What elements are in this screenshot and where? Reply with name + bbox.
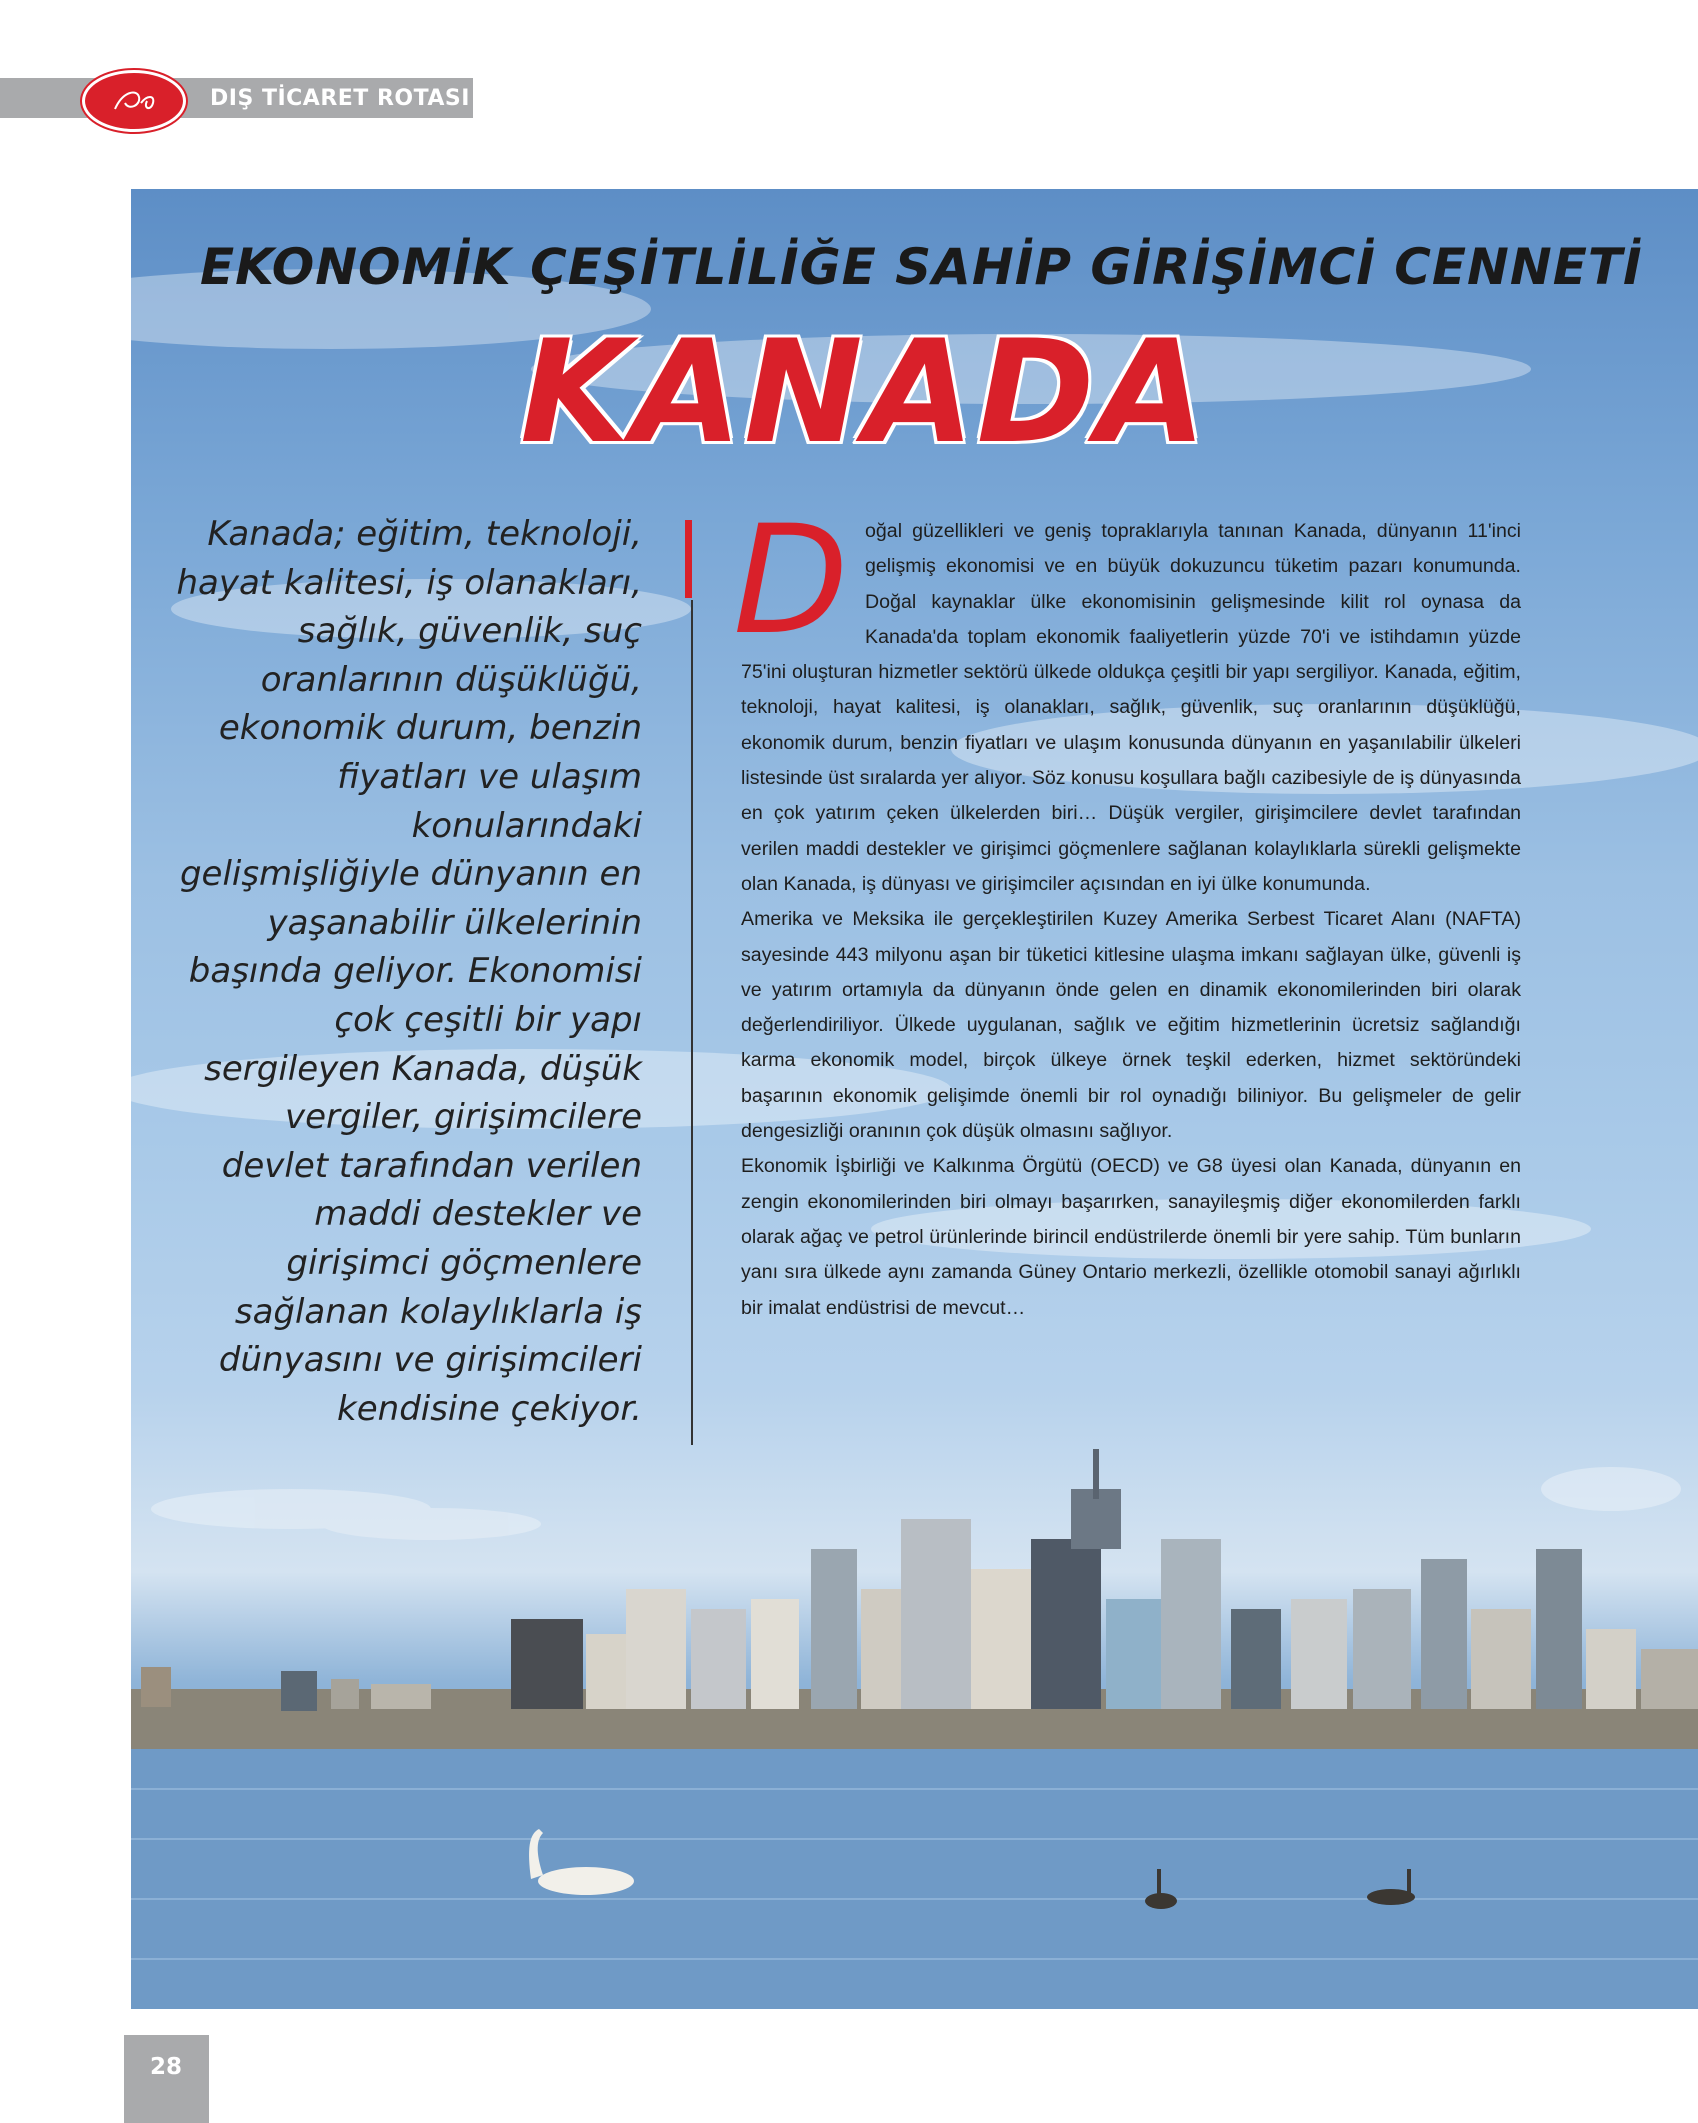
body-paragraph: Ekonomik İşbirliği ve Kalkınma Örgütü (OECD) ve G8 üyesi olan Kanada, dünyanın en zengin ekonomilerinden biri olmayı başarırken, sanayileşmiş diğer ekonomilerden farklı olarak ağaç ve petrol ürünlerinde birincil endüstrilerde önemli bir yere sahip. Tüm bunların yanı sıra ülkede aynı zamanda Güney Ontario merkezli, özellikle otomobil sanayi ağırlıklı bir imalat endüstrisi de mevcut… [741, 1155, 1521, 1319]
drop-cap: D [733, 494, 849, 668]
section-title: DIŞ TİCARET ROTASI [210, 86, 470, 111]
article-subtitle: EKONOMİK ÇEŞİTLİLİĞE SAHİP GİRİŞİMCİ CENNETİ [200, 238, 1643, 296]
magazine-logo [82, 70, 186, 132]
body-paragraph: oğal güzellikleri ve geniş topraklarıyla tanınan Kanada, dünyanın 11'inci gelişmiş ekonomisi ve en büyük dokuzuncu tüketim pazarı konumunda. Doğal kaynaklar ülke ekonomisinin gelişmesinde kilit rol oynasa da Kanada'da toplam ekonomik faaliyetlerin yüzde 70'i ve istihdamın yüzde 75'ini oluşturan hizmetler sektörü ülkede oldukça çeşitli bir yapı sergiliyor. Kanada, eğitim, teknoloji, hayat kalitesi, iş olanakları, sağlık, güvenlik, suç oranlarının düşüklüğü, ekonomik durum, benzin fiyatları ve ulaşım konusunda dünyanın en yaşanılabilir ülkeleri listesinde üst sıralarda yer alıyor. Söz konusu koşullara bağlı cazibesiyle de iş dünyasında en çok yatırım çeken ülkelerden biri… Düşük vergiler, girişimcilere devlet tarafından verilen maddi destekler ve girişimci göçmenlere sağlanan kolaylıklarla sürekli gelişmekte olan Kanada, iş dünyası ve girişimciler açısından en iyi ülke konumunda. [741, 514, 1521, 902]
column-divider [691, 600, 693, 1445]
accent-bar [685, 520, 692, 598]
body-paragraph: Amerika ve Meksika ile gerçekleştirilen Kuzey Amerika Serbest Ticaret Alanı (NAFTA) sayesinde 443 milyonu aşan bir tüketici kitlesine ulaşma imkanı sağlayan ülke, güvenli iş ve yatırım ortamıyla da dünyanın önde gelen en dinamik ekonomilerinden biri olarak değerlendiriliyor. Ülkede uygulanan, sağlık ve eğitim hizmetlerinin ücretsiz sağlandığı karma ekonomik model, birçok ülkeye örnek teşkil ederken, hizmet sektöründeki başarının ekonomik gelişimde önemli bir rol oynadığı biliniyor. Bu gelişmeler de gelir dengesizliği oranının çok düşük olmasını sağlıyor. [741, 908, 1521, 1143]
drop-cap-space [741, 514, 865, 652]
article-title: KANADA [520, 310, 1209, 475]
pull-quote: Kanada; eğitim, teknoloji, hayat kalitesi, iş olanakları, sağlık, güvenlik, suç oranlarının düşüklüğü, ekonomik durum, benzin fiyatları ve ulaşım konularındaki gelişmişliğiyle dünyanın en yaşanabilir ülkelerinin başında geliyor. Ekonomisi çok çeşitli bir yapı sergileyen Kanada, düşük vergiler, girişimcilere devlet tarafından verilen maddi destekler ve girişimci göçmenlere sağlanan kolaylıklarla iş dünyasını ve girişimcileri kendisine çekiyor. [176, 514, 642, 1429]
page-number: 28 [150, 2054, 183, 2080]
article-body [741, 514, 1521, 1326]
